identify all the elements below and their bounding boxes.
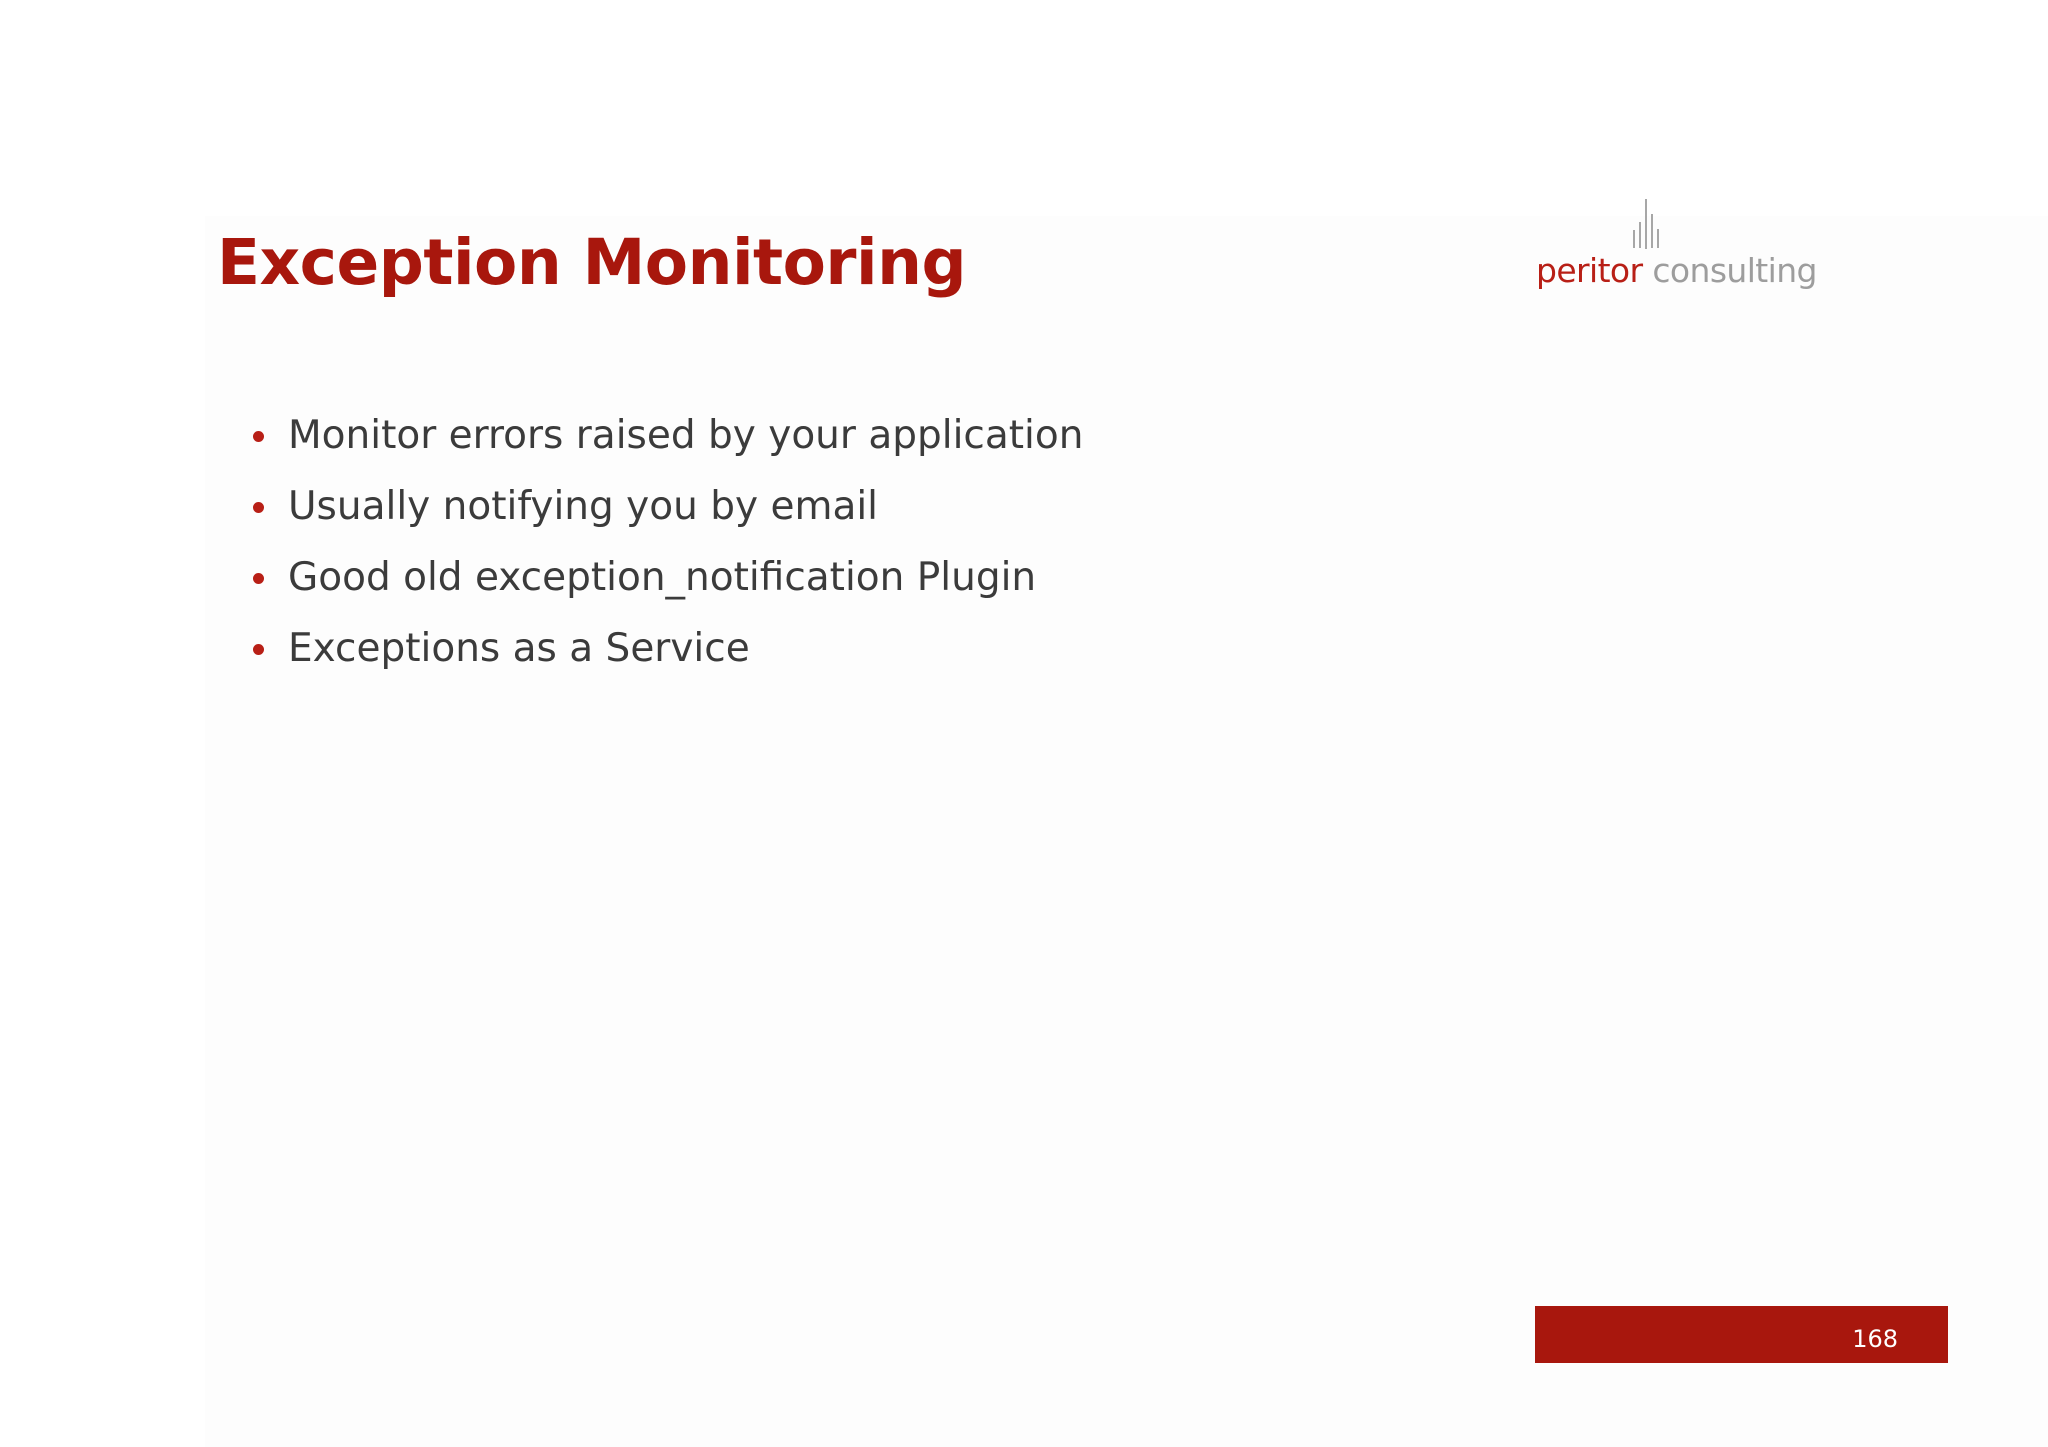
bullet-text: Good old exception_notification Plugin [288, 555, 1037, 600]
bullet-item [247, 613, 1083, 684]
bullet-item [247, 471, 1083, 542]
slide-title: Exception Monitoring [217, 226, 967, 299]
bullet-text: Monitor errors raised by your application [288, 413, 1084, 458]
logo-text [1536, 250, 1817, 292]
bullet-icon [253, 644, 264, 655]
logo-word-consulting: consulting [1652, 251, 1817, 290]
bullet-icon [253, 431, 264, 442]
bullet-text: Exceptions as a Service [288, 626, 750, 671]
bullet-item [247, 542, 1083, 613]
logo-word-peritor: peritor [1536, 251, 1643, 290]
bullet-list [247, 400, 1083, 684]
page-number: 168 [1852, 1325, 1898, 1353]
page-number-bar [1535, 1306, 1948, 1363]
bullet-icon [253, 502, 264, 513]
company-logo [1536, 198, 1817, 292]
bullet-icon [253, 573, 264, 584]
bullet-text: Usually notifying you by email [288, 484, 879, 529]
bar-lines-icon [1631, 198, 1661, 250]
bullet-item [247, 400, 1083, 471]
